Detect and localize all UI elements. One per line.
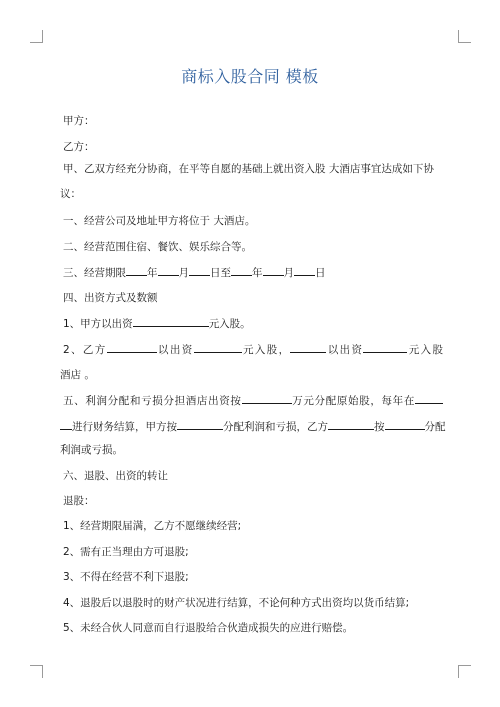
clause-2: 二、经营范围住宿、餐饮、娱乐综合等。 — [63, 241, 252, 253]
clause-3-text-a: 三、经营期限 — [63, 267, 126, 279]
clause-1: 一、经营公司及地址甲方将位于 大酒店。 — [63, 215, 256, 227]
clause-5-line-1 — [63, 393, 443, 408]
clause-5-text-d: 分配利润和亏损，乙方 — [223, 421, 328, 433]
clause-3-text-e: 年 — [252, 267, 263, 279]
corner-mark-bottom-right — [458, 665, 471, 678]
blank-share-amount — [242, 393, 292, 404]
corner-mark-bottom-left — [30, 665, 43, 678]
clause-4-2-text-c: 元入股， — [241, 344, 291, 356]
clause-4-1-text-a: 1、甲方以出资 — [63, 318, 133, 330]
intro-line-1: 甲、乙双方经充分协商，在平等自愿的基础上就出资入股 大酒店事宜达成如下协 — [63, 163, 434, 175]
clause-4-2-text-d: 以出资 — [326, 344, 364, 356]
clause-4-2-text-a: 2、乙方 — [63, 344, 107, 356]
withdraw-label: 退股： — [63, 495, 95, 507]
withdraw-item-3: 3、不得在经营不利下退股; — [63, 571, 189, 583]
blank-end-year — [231, 265, 252, 276]
clause-4-2-text-b: 以出资 — [156, 344, 194, 356]
blank-settlement-time — [415, 393, 443, 404]
withdraw-item-1: 1、经营期限届满，乙方不愿继续经营; — [63, 520, 242, 532]
intro-line-2: 议： — [60, 188, 81, 200]
clause-4-2-text-e: 元入股 — [407, 344, 444, 356]
clause-4-1 — [63, 316, 443, 331]
clause-5-text-e: 按 — [374, 421, 385, 433]
blank-end-month — [263, 265, 284, 276]
blank-party-b-name-2 — [328, 419, 374, 430]
clause-3 — [63, 265, 443, 280]
clause-6-heading: 六、退股、出资的转让 — [63, 470, 168, 482]
withdraw-item-2: 2、需有正当理由方可退股; — [63, 546, 189, 558]
clause-3-text-d: 日至 — [210, 267, 231, 279]
withdraw-item-4: 4、退股后以退股时的财产状况进行结算，不论何种方式出资均以货币结算; — [63, 597, 410, 609]
clause-5-text-c: 进行财务结算，甲方按 — [72, 421, 177, 433]
clause-4-2 — [63, 342, 443, 357]
withdraw-item-5: 5、未经合伙人同意而自行退股给合伙造成损失的应进行赔偿。 — [63, 622, 354, 634]
blank-settlement-time-cont — [60, 419, 72, 430]
clause-3-text-f: 月 — [283, 267, 294, 279]
blank-party-b-name — [107, 342, 157, 353]
clause-4-heading: 四、出资方式及数额 — [63, 292, 158, 304]
party-a-label: 甲方： — [63, 115, 95, 127]
blank-start-year — [126, 265, 147, 276]
clause-5-line-2 — [60, 419, 446, 434]
blank-start-day — [189, 265, 210, 276]
corner-mark-top-right — [458, 30, 471, 43]
blank-end-day — [294, 265, 315, 276]
party-b-label: 乙方： — [63, 141, 95, 153]
blank-other-party — [290, 342, 326, 353]
blank-other-amount — [363, 342, 407, 353]
clause-3-text-g: 日 — [315, 267, 326, 279]
document-title: 商标入股合同 模板 — [181, 67, 319, 86]
corner-mark-top-left — [30, 30, 43, 43]
blank-party-a-amount — [133, 316, 209, 327]
clause-5-line-3: 利润或亏损。 — [60, 444, 123, 456]
clause-3-text-b: 年 — [147, 267, 158, 279]
clause-4-1-text-b: 元入股。 — [208, 318, 251, 330]
clause-5-text-f: 分配 — [424, 421, 446, 433]
clause-3-text-c: 月 — [178, 267, 189, 279]
blank-party-b-ratio — [385, 419, 425, 430]
clause-4-2-tail: 酒店 。 — [60, 369, 95, 381]
blank-party-b-amount — [194, 342, 242, 353]
blank-party-a-ratio — [177, 419, 223, 430]
clause-5-text-b: 万元分配原始股，每年在 — [291, 395, 416, 407]
clause-5-text-a: 五、利润分配和亏损分担酒店出资按 — [63, 395, 242, 407]
blank-start-month — [158, 265, 179, 276]
